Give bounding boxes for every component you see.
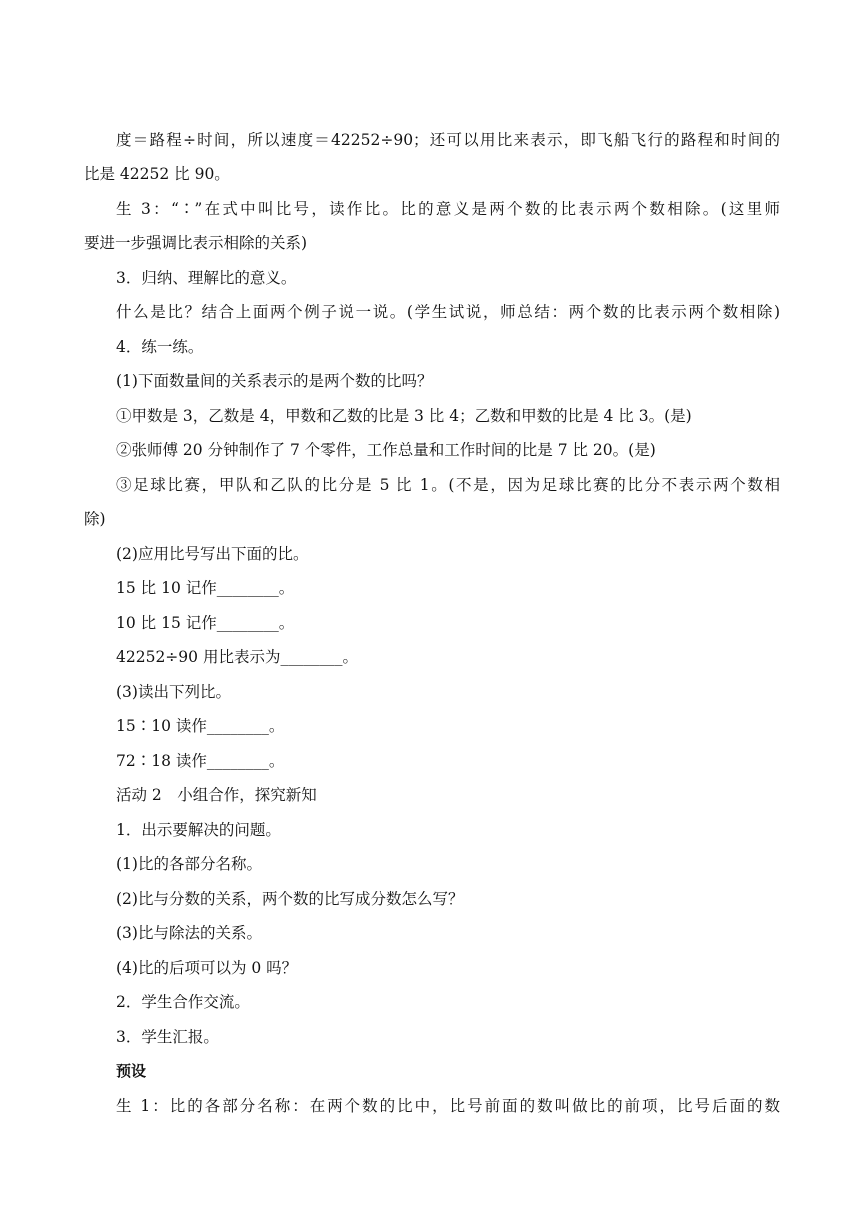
paragraph-line: 4．练一练。 [116,338,204,356]
paragraph-line: ②张师傅 20 分钟制作了 7 个零件，工作总量和工作时间的比是 7 比 20。(是) [116,441,656,459]
paragraph-line: (1)下面数量间的关系表示的是两个数的比吗？ [116,372,433,390]
paragraph-line: (4)比的后项可以为 0 吗？ [116,959,298,977]
paragraph-line: 15∶10 读作________。 [116,717,285,735]
paragraph-line: (1)比的各部分名称。 [116,855,262,873]
paragraph-line: 1．出示要解决的问题。 [116,821,281,839]
paragraph-line: 度＝路程÷时间，所以速度＝42252÷90；还可以用比来表示，即飞船飞行的路程和时间的 [116,131,780,149]
paragraph-line: (2)比与分数的关系，两个数的比写成分数怎么写？ [116,890,464,908]
preset-heading: 预设 [116,1062,147,1080]
paragraph-line: 10 比 15 记作________。 [116,614,295,632]
paragraph-line: (3)读出下列比。 [116,683,231,701]
paragraph-line: 3．归纳、理解比的意义。 [116,269,297,287]
paragraph-line: 生 1：比的各部分名称：在两个数的比中，比号前面的数叫做比的前项，比号后面的数 [116,1097,780,1115]
paragraph-line: 15 比 10 记作________。 [116,579,295,597]
paragraph-line: 3．学生汇报。 [116,1028,219,1046]
paragraph-line: (3)比与除法的关系。 [116,924,262,942]
paragraph-line: 要进一步强调比表示相除的关系) [84,234,308,252]
paragraph-line: ③足球比赛，甲队和乙队的比分是 5 比 1。(不是，因为足球比赛的比分不表示两个数相 [116,476,780,494]
paragraph-line: 2．学生合作交流。 [116,993,250,1011]
paragraph-line: (2)应用比号写出下面的比。 [116,545,309,563]
paragraph-line: 比是 42252 比 90。 [84,165,230,183]
paragraph-line: 72∶18 读作________。 [116,752,285,770]
paragraph-line: 什么是比？结合上面两个例子说一说。(学生试说，师总结：两个数的比表示两个数相除) [116,303,780,321]
paragraph-line: 42252÷90 用比表示为________。 [116,648,358,666]
paragraph-line: 生 3：“∶”在式中叫比号，读作比。比的意义是两个数的比表示两个数相除。(这里师 [116,200,780,218]
paragraph-line: ①甲数是 3，乙数是 4，甲数和乙数的比是 3 比 4；乙数和甲数的比是 4 比 3。(是) [116,407,692,425]
paragraph-line: 除) [84,510,106,528]
section-heading: 活动 2 小组合作，探究新知 [116,786,317,804]
